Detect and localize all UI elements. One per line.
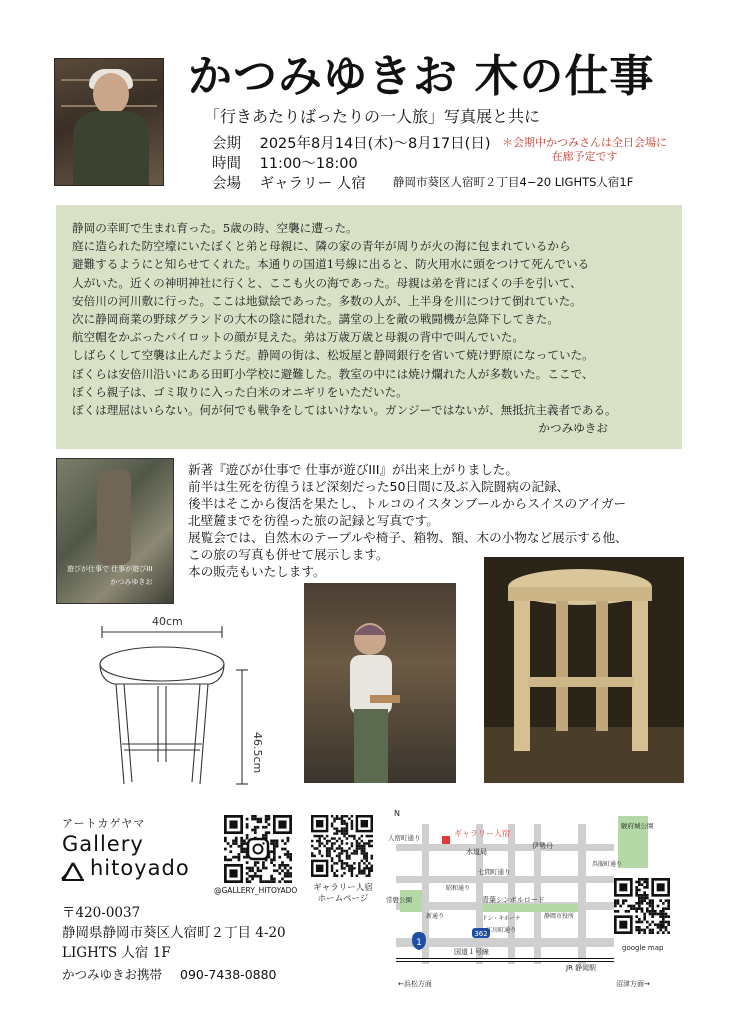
instagram-qr-code[interactable]: [222, 813, 294, 885]
craftsman-photo: [304, 583, 456, 783]
map-aoba: 青葉シンボルロード: [482, 896, 545, 904]
instagram-handle: @GALLERY_HITOYADO: [214, 886, 298, 895]
venue-address: 静岡市葵区人宿町２丁目4−20 LIGHTS人宿1F: [393, 175, 634, 189]
intro-line: この旅の写真も併せて展示します。: [188, 547, 389, 562]
gallery-address: [62, 903, 286, 963]
homepage-label-line-2: ホームページ: [317, 894, 369, 904]
route1-badge: 1: [416, 938, 422, 948]
map-jr: JR 静岡駅: [566, 964, 597, 972]
sketch-height-label: 46.5cm: [251, 732, 264, 774]
intro-line: 後半はそこから復活を果たし、トルコのイスタンブールからスイスのアイガー: [188, 496, 627, 511]
venue-value: ギャラリー 人宿: [259, 176, 366, 192]
map-hamamatsu: ←浜松方面: [398, 980, 432, 988]
story-line: 人がいた。近くの神明神社に行くと、ここも火の海であった。母親は弟を背にぼくの手を引いて、: [72, 275, 582, 290]
phone-number[interactable]: 090-7438-0880: [180, 967, 277, 982]
intro-line: 前半は生死を彷徨うほど深刻だった50日間に及ぶ入院闘病の記録、: [188, 479, 570, 494]
wooden-stool-photo: [484, 557, 684, 783]
map-google-label: google map: [622, 944, 664, 952]
story-line: ぼくは理屈はいらない。何が何でも戦争をしてはいけない。ガンジーではないが、無抵抗主義者である。: [72, 403, 617, 418]
homepage-qr-label: [304, 883, 382, 905]
book-cover-author: かつみゆきお: [110, 578, 153, 586]
map-isetan: 伊勢丹: [532, 842, 553, 850]
book-cover-photo: [56, 458, 174, 604]
note-line-1: ＊会期中かつみさんは全日会場に: [502, 136, 667, 149]
story-line: 次に静岡商業の野球グランドの大木の陰に隠れた。講堂の上を敵の戦闘機が急降下してきた。: [72, 312, 559, 327]
route362-badge: 362: [474, 930, 488, 938]
period-row: [212, 132, 491, 153]
address-line-1: 静岡県静岡市葵区人宿町２丁目 4-20: [62, 925, 286, 941]
map-numazu: 沼津方面→: [616, 980, 650, 988]
homepage-qr-code[interactable]: [309, 813, 375, 879]
map-route1-label: 国道１号線: [454, 948, 489, 956]
stool-sketch: [82, 612, 297, 800]
story-line: ぼくらは安倍川沿いにある田町小学校に避難した。教室の中には焼け爛れた人が多数いた。ここで、: [72, 366, 594, 381]
time-value: 11:00～18:00: [259, 156, 358, 172]
book-cover-text: [67, 564, 152, 587]
intro-line: 展覧会では、自然木のテーブルや椅子、箱物、額、木の小物など展示する他、: [188, 530, 628, 545]
access-map: [382, 804, 682, 994]
story-line: 庭に造られた防空壕にいたぼくと弟と母親に、隣の家の青年が周りが火の海に包まれているから: [72, 239, 571, 254]
intro-line: 本の販売もいたします。: [188, 564, 326, 579]
exhibition-subtitle: 「行きあたりばったりの一人旅」写真展と共に: [204, 107, 541, 126]
period-value: 2025年8月14日(木)～8月17日(日): [259, 136, 491, 152]
map-edo: 江川町通り: [486, 927, 517, 934]
address-line-2: LIGHTS 人宿 1F: [62, 945, 171, 961]
story-line: 静岡の幸町で生まれ育った。5歳の時、空襲に遭った。: [72, 221, 358, 235]
period-label: 会期: [212, 136, 241, 152]
map-water-bureau: 水道局: [466, 848, 487, 856]
story-line: ぼくら親子は、ゴミ取りに入った白米のオニギリをいただいた。: [72, 384, 408, 399]
venue-label: 会場: [212, 176, 241, 192]
contact-phone: [62, 965, 277, 983]
book-cover-title: 遊びが仕事で 仕事が遊びIII: [67, 565, 153, 573]
story-line: 避難するようにと知らせてくれた。本通りの国道1号線に出ると、防火用水に頭をつけて死んでいる: [72, 257, 590, 272]
map-shichiken: 七間町通り: [478, 868, 511, 876]
map-sunpu: 駿府城公園: [621, 822, 654, 830]
time-label: 時間: [212, 156, 241, 172]
map-showa: 昭和通り: [446, 885, 471, 892]
map-gallery-label: ギャラリー人宿: [454, 829, 510, 838]
contact-label: かつみゆきお携帯: [62, 967, 163, 982]
map-gofuku: 呉服町通り: [592, 861, 623, 868]
artist-portrait-photo: [54, 58, 164, 186]
map-shinto: 新通り: [426, 913, 445, 920]
postal-code: 〒420-0037: [62, 905, 141, 921]
story-line: しばらくして空襲は止んだようだ。静岡の街は、松坂屋と静岡銀行を省いて焼け野原になっていた。: [72, 348, 594, 363]
time-row: [212, 152, 358, 173]
page-title: かつみゆきお 木の仕事: [188, 51, 655, 102]
intro-line: 新著『遊びが仕事で 仕事が遊びIII』が出来上がりました。: [188, 462, 518, 477]
story-signature: かつみゆきお: [538, 421, 608, 436]
story-box: [56, 205, 682, 449]
map-don-quijote: ドン・キホーテ: [482, 916, 521, 922]
note-line-2: 在廊予定です: [551, 150, 618, 163]
gallery-name-hito: hitoyado: [90, 856, 190, 880]
homepage-label-line-1: ギャラリー人宿: [313, 883, 373, 893]
gallery-operator: アートカゲヤマ: [62, 817, 146, 830]
hitoyado-logo-icon: [60, 861, 86, 881]
venue-row: [212, 172, 366, 193]
gallery-name-en: Gallery: [62, 832, 144, 856]
map-tokiwa: 常磐公園: [386, 896, 412, 904]
story-line: 航空帽をかぶったパイロットの顔が見えた。弟は万歳万歳と母親の背中で叫んでいた。: [72, 330, 524, 345]
map-north: N: [394, 809, 400, 818]
map-city-hall: 静岡市役所: [544, 913, 575, 920]
sketch-width-label: 40cm: [152, 615, 183, 628]
story-line: 安倍川の河川敷に行った。ここは地獄絵であった。多数の人が、上半身を川につけて倒れていた。: [72, 293, 582, 308]
attendance-note: [487, 136, 682, 164]
map-hitoyado-street: 人宿町通り: [388, 834, 421, 842]
intro-line: 北壁麓までを彷徨った旅の記録と写真です。: [188, 513, 439, 528]
